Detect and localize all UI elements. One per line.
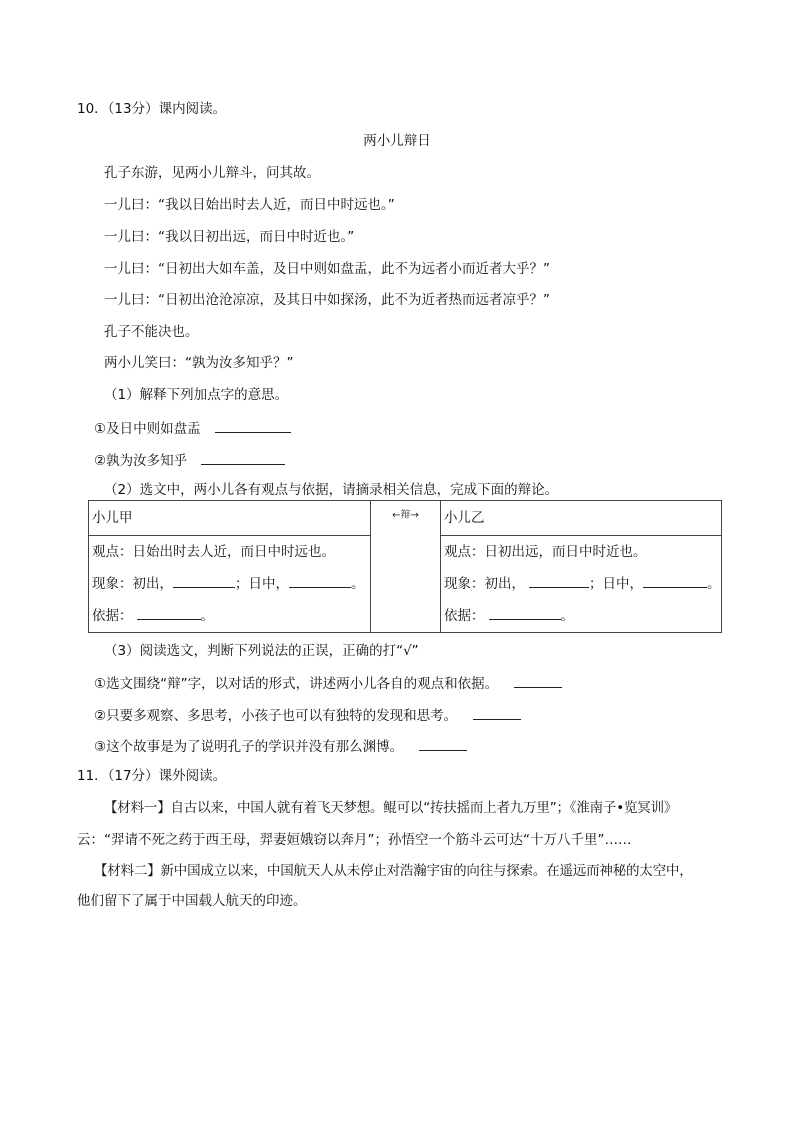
sub3-prompt: （3）阅读选文，判断下列说法的正误，正确的打“√” — [104, 643, 419, 659]
phenomenon-label: 现象：初出， — [444, 576, 525, 592]
left-view: 观点：日始出时去人近，而日中时远也。 — [92, 544, 335, 560]
passage-line-3: 一儿曰：“我以日初出远，而日中时近也。” — [104, 229, 355, 245]
end-mark: 。 — [560, 608, 574, 624]
sub3-item-2-text: ②只要多观察、多思考，小孩子也可以有独特的发现和思考。 — [94, 708, 458, 724]
answer-blank[interactable] — [201, 450, 285, 465]
left-basis — [92, 600, 370, 632]
passage-line-2: 一儿曰：“我以日始出时去人近，而日中时远也。” — [104, 197, 395, 213]
debate-arrow: ←辩→ — [392, 510, 419, 521]
answer-blank[interactable] — [473, 705, 521, 720]
basis-label: 依据： — [444, 608, 485, 624]
material-1-line-1: 【材料一】自古以来，中国人就有着飞天梦想。鲲可以“抟扶摇而上者九万里”；《淮南子•览冥训》 — [104, 800, 678, 816]
answer-blank[interactable] — [643, 573, 707, 588]
passage-line-7: 两小儿笑曰：“孰为汝多知乎？” — [104, 355, 294, 371]
right-head: 小儿乙 — [441, 501, 721, 536]
end-mark: 。 — [200, 608, 214, 624]
debate-left-cell — [89, 501, 371, 633]
passage-line-6: 孔子不能决也。 — [104, 324, 199, 340]
passage-line-1: 孔子东游，见两小儿辩斗，问其故。 — [104, 165, 320, 181]
sub3-item-3-text: ③这个故事是为了说明孔子的学识并没有那么渊博。 — [94, 739, 404, 755]
sub3-item-1-text: ①选文围绕“辩”字，以对话的形式，讲述两小儿各自的观点和依据。 — [94, 676, 499, 692]
passage-title: 两小儿辩日 — [363, 133, 431, 149]
sub1-item-1-text: ①及日中则如盘盂 — [94, 421, 201, 437]
answer-blank[interactable] — [289, 573, 351, 588]
question-11-header: 11．（17分）课外阅读。 — [77, 768, 227, 784]
right-phenomenon — [444, 568, 721, 600]
debate-right-cell — [441, 501, 722, 633]
passage-line-5: 一儿曰：“日初出沧沧凉凉，及其日中如探汤，此不为近者热而远者凉乎？” — [104, 292, 550, 308]
sub1-item-2-text: ②孰为汝多知乎 — [94, 453, 188, 469]
answer-blank[interactable] — [215, 418, 291, 433]
debate-table — [88, 500, 722, 633]
material-2-line-2: 他们留下了属于中国载人航天的印迹。 — [77, 893, 307, 909]
basis-label: 依据： — [92, 608, 133, 624]
passage-line-4: 一儿曰：“日初出大如车盖，及日中则如盘盂，此不为远者小而近者大乎？” — [104, 261, 550, 277]
end-mark: 。 — [707, 576, 721, 592]
right-view: 观点：日初出远，而日中时近也。 — [444, 544, 647, 560]
phenomenon-mid: ；日中， — [235, 576, 289, 592]
sub3-item-1 — [94, 673, 562, 693]
end-mark: 。 — [351, 576, 365, 592]
sub2-prompt: （2）选文中，两小儿各有观点与依据，请摘录相关信息，完成下面的辩论。 — [104, 482, 559, 498]
material-1-line-2: 云：“羿请不死之药于西王母，羿妻姮娥窃以奔月”；孙悟空一个筋斗云可达“十万八千里”…… — [77, 832, 632, 848]
debate-mid-cell — [371, 501, 441, 633]
sub1-item-2 — [94, 450, 285, 470]
question-10-header: 10．（13分）课内阅读。 — [77, 101, 227, 117]
answer-blank[interactable] — [137, 605, 201, 620]
answer-blank[interactable] — [489, 605, 561, 620]
left-head: 小儿甲 — [89, 501, 370, 536]
material-2-line-1: 【材料二】新中国成立以来，中国航天人从未停止对浩瀚宇宙的向往与探索。在遥远而神秘的太空中， — [94, 863, 693, 879]
answer-blank[interactable] — [173, 573, 235, 588]
left-phenomenon — [92, 568, 370, 600]
answer-blank[interactable] — [529, 573, 589, 588]
sub3-item-2 — [94, 705, 521, 725]
answer-blank[interactable] — [514, 673, 562, 688]
phenomenon-label: 现象：初出， — [92, 576, 173, 592]
sub1-prompt: （1）解释下列加点字的意思。 — [104, 387, 289, 403]
sub3-item-3 — [94, 736, 467, 756]
answer-blank[interactable] — [419, 736, 467, 751]
sub1-item-1 — [94, 418, 291, 438]
right-basis — [444, 600, 721, 632]
phenomenon-mid: ；日中， — [589, 576, 643, 592]
